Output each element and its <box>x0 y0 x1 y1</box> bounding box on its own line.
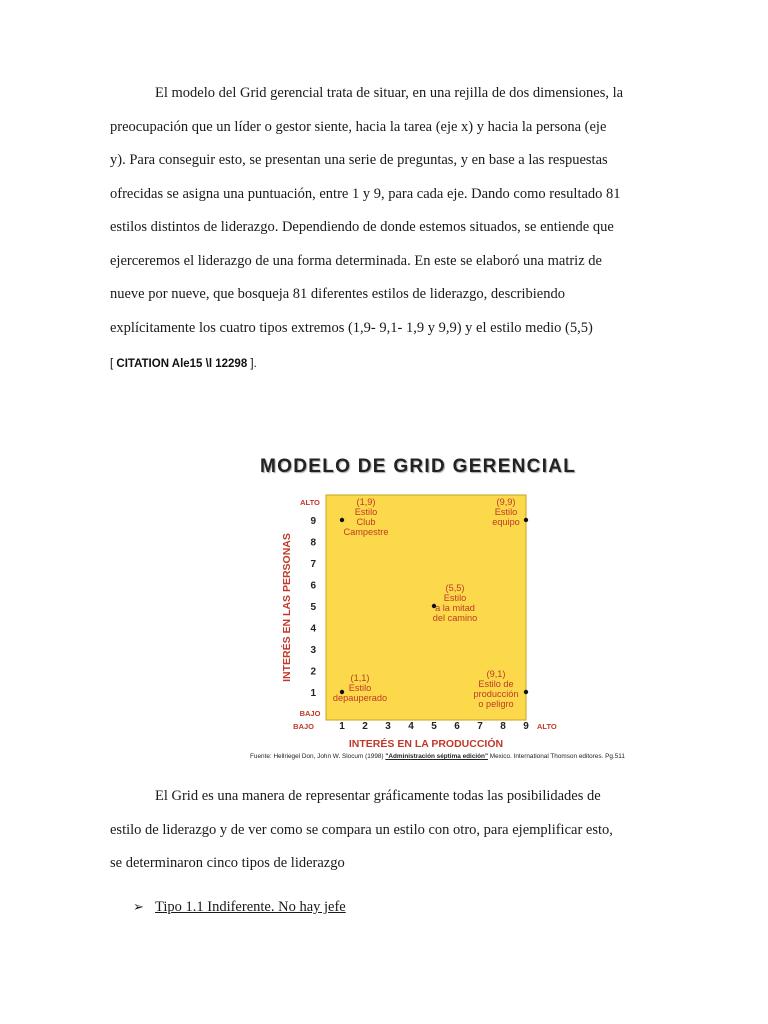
point-label-line: (1,1) <box>350 673 370 683</box>
grid-figure <box>240 450 660 770</box>
paragraph-grid-intro <box>110 77 658 345</box>
paragraph-line: El Grid es una manera de representar gráficamente todas las posibilidades de <box>155 788 601 804</box>
figure-source <box>250 753 625 760</box>
x-tick-label: 9 <box>523 721 529 732</box>
point-label-line: Club <box>356 517 376 527</box>
x-tick-label: 3 <box>385 721 391 732</box>
paragraph-line: se determinaron cinco tipos de liderazgo <box>110 855 345 871</box>
point-label-line: (5,5) <box>445 583 465 593</box>
paragraph-line: estilo de liderazgo y de ver como se compara un estilo con otro, para ejemplificar esto, <box>110 821 613 838</box>
bullet-text: Tipo 1.1 Indiferente. No hay jefe <box>155 899 346 915</box>
grid-point <box>340 518 344 522</box>
point-label-line: o peligro <box>478 699 514 709</box>
y-tick-label: 8 <box>310 537 316 549</box>
y-high-label: ALTO <box>300 498 320 507</box>
arrow-bullet-icon: ➢ <box>133 900 144 915</box>
point-label-line: producción <box>473 689 519 699</box>
paragraph-line: ejerceremos el liderazgo de una forma determinada. En este se elaboró una matriz de <box>110 252 602 269</box>
point-label-line: del camino <box>432 613 478 623</box>
point-label-line: (9,1) <box>486 669 506 679</box>
figure-title: MODELO DE GRID GERENCIAL <box>260 456 577 477</box>
source-suffix: Mexico. International Thomson editores. Pg.511 <box>488 753 625 760</box>
x-low-label: BAJO <box>293 722 314 731</box>
grid-point <box>524 690 528 694</box>
paragraph-line: explícitamente los cuatro tipos extremos (1,9- 9,1- 1,9 y 9,9) y el estilo medio (5,5) <box>110 319 593 336</box>
grid-chart <box>240 450 660 770</box>
citation-field <box>110 353 257 375</box>
y-tick-label: 7 <box>310 559 316 570</box>
citation-open: [ <box>110 358 114 370</box>
point-label-line: Estilo <box>494 507 518 517</box>
x-tick-label: 5 <box>431 721 437 732</box>
y-tick-label: 1 <box>310 688 316 699</box>
bullet-item <box>133 893 346 922</box>
x-axis-title: INTERÉS EN LA PRODUCCIÓN <box>348 738 504 750</box>
paragraph-line: El modelo del Grid gerencial trata de situar, en una rejilla de dos dimensiones, la <box>155 85 624 101</box>
citation-close: ]. <box>250 358 257 370</box>
paragraph-line: nueve por nueve, que bosqueja 81 diferentes estilos de liderazgo, describiendo <box>110 286 565 302</box>
paragraph-line: y). Para conseguir esto, se presentan una serie de preguntas, y en base a las respuestas <box>110 152 608 168</box>
y-tick-label: 2 <box>310 666 316 678</box>
paragraph-line: preocupación que un líder o gestor siente, hacia la tarea (eje x) y hacia la persona (eje <box>110 118 607 135</box>
point-label-line: Estilo de <box>478 679 514 689</box>
x-tick-label: 2 <box>362 721 368 732</box>
x-tick-label: 7 <box>477 721 483 732</box>
y-tick-label: 9 <box>310 516 316 527</box>
x-tick-label: 4 <box>408 721 414 732</box>
paragraph-line: ofrecidas se asigna una puntuación, entre 1 y 9, para cada eje. Dando como resultado 81 <box>110 185 621 202</box>
source-book-title: "Administración séptima edición" <box>385 753 488 760</box>
point-label-line: depauperado <box>332 693 388 703</box>
point-label-line: a la mitad <box>435 603 475 613</box>
point-label-line: equipo <box>492 517 520 527</box>
point-label-line: Estilo <box>354 507 378 517</box>
y-tick-label: 5 <box>310 602 316 613</box>
y-low-label: BAJO <box>299 709 321 718</box>
grid-point <box>524 518 528 522</box>
y-axis-title: INTERÉS EN LAS PERSONAS <box>281 533 293 682</box>
paragraph-line: estilos distintos de liderazgo. Dependiendo de donde estemos situados, se entiende que <box>110 219 614 235</box>
paragraph-grid-explanation <box>110 780 658 881</box>
point-label-line: Estilo <box>348 683 372 693</box>
source-prefix: Fuente: Hellriegel Don, John W. Slocum (1998) <box>250 753 386 760</box>
point-label-line: (1,9) <box>356 497 376 507</box>
x-high-label: ALTO <box>537 722 557 731</box>
y-tick-label: 3 <box>310 645 316 656</box>
point-label-line: (9,9) <box>496 497 516 507</box>
x-tick-label: 6 <box>454 721 460 732</box>
x-tick-label: 8 <box>500 721 506 732</box>
y-tick-label: 6 <box>310 580 316 592</box>
point-label-line: Campestre <box>343 527 389 537</box>
x-tick-label: 1 <box>339 721 345 732</box>
citation-text: CITATION Ale15 \l 12298 <box>116 358 248 370</box>
y-tick-label: 4 <box>310 623 316 635</box>
point-label-line: Estilo <box>443 593 467 603</box>
